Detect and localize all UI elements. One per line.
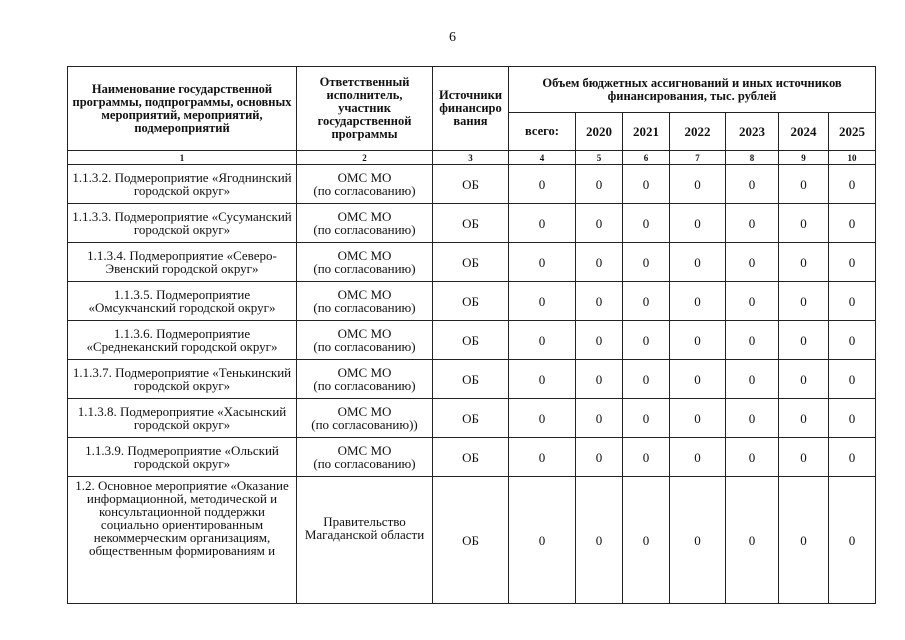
- value-cell: 0: [670, 399, 726, 438]
- row-source: ОБ: [433, 282, 509, 321]
- row-name: 1.1.3.6. Подмероприятие «Среднеканский городской округ»: [68, 321, 297, 360]
- table-row: [68, 438, 876, 477]
- value-cell: 0: [509, 165, 576, 204]
- row-responsible: ОМС МО (по согласованию): [297, 360, 433, 399]
- value-cell: 0: [779, 165, 829, 204]
- value-cell: 0: [623, 360, 670, 399]
- value-cell: 0: [829, 321, 876, 360]
- value-cell: 0: [509, 321, 576, 360]
- value-cell: 0: [726, 243, 779, 282]
- value-cell: 0: [509, 204, 576, 243]
- value-cell: 0: [829, 165, 876, 204]
- row-name: 1.1.3.5. Подмероприятие «Омсукчанский городской округ»: [68, 282, 297, 321]
- row-name: 1.1.3.3. Подмероприятие «Сусуманский городской округ»: [68, 204, 297, 243]
- value-cell: 0: [576, 438, 623, 477]
- column-number: 3: [433, 151, 509, 165]
- value-cell: 0: [509, 438, 576, 477]
- row-responsible: Правительство Магаданской области: [297, 477, 433, 604]
- row-name: 1.1.3.7. Подмероприятие «Тенькинский городской округ»: [68, 360, 297, 399]
- value-cell: 0: [829, 243, 876, 282]
- header-sources: Источники финансиро вания: [433, 67, 509, 151]
- row-responsible: ОМС МО (по согласованию): [297, 165, 433, 204]
- value-cell: 0: [623, 321, 670, 360]
- column-number: 7: [670, 151, 726, 165]
- value-cell: 0: [576, 204, 623, 243]
- value-cell: 0: [779, 360, 829, 399]
- value-cell: 0: [670, 243, 726, 282]
- value-cell: 0: [779, 399, 829, 438]
- table-row: [68, 204, 876, 243]
- value-cell: 0: [509, 282, 576, 321]
- value-cell: 0: [576, 399, 623, 438]
- column-number: 5: [576, 151, 623, 165]
- value-cell: 0: [670, 438, 726, 477]
- budget-table: [67, 66, 876, 604]
- value-cell: 0: [623, 243, 670, 282]
- value-cell: 0: [670, 477, 726, 604]
- value-cell: 0: [623, 204, 670, 243]
- value-cell: 0: [726, 438, 779, 477]
- header-year: 2021: [623, 113, 670, 151]
- table-row: [68, 165, 876, 204]
- value-cell: 0: [670, 204, 726, 243]
- table-row: [68, 360, 876, 399]
- row-responsible: ОМС МО (по согласованию): [297, 282, 433, 321]
- value-cell: 0: [509, 477, 576, 604]
- header-year: 2025: [829, 113, 876, 151]
- row-responsible: ОМС МО (по согласованию)): [297, 399, 433, 438]
- row-source: ОБ: [433, 360, 509, 399]
- value-cell: 0: [670, 165, 726, 204]
- row-name: 1.1.3.8. Подмероприятие «Хасынский городской округ»: [68, 399, 297, 438]
- value-cell: 0: [623, 165, 670, 204]
- table-row: [68, 477, 876, 604]
- value-cell: 0: [670, 282, 726, 321]
- row-name: 1.1.3.9. Подмероприятие «Ольский городской округ»: [68, 438, 297, 477]
- value-cell: 0: [726, 477, 779, 604]
- header-total: всего:: [509, 113, 576, 151]
- header-name: Наименование государственной программы, подпрограммы, основных мероприятий, мероприятий, подмероприятий: [68, 67, 297, 151]
- row-responsible: ОМС МО (по согласованию): [297, 243, 433, 282]
- row-name: 1.1.3.4. Подмероприятие «Северо-Эвенский городской округ»: [68, 243, 297, 282]
- value-cell: 0: [779, 321, 829, 360]
- value-cell: 0: [726, 282, 779, 321]
- page-number: 6: [449, 30, 456, 45]
- value-cell: 0: [779, 477, 829, 604]
- value-cell: 0: [576, 282, 623, 321]
- value-cell: 0: [509, 360, 576, 399]
- value-cell: 0: [576, 360, 623, 399]
- column-numbers-row: [68, 151, 876, 165]
- value-cell: 0: [623, 399, 670, 438]
- value-cell: 0: [779, 438, 829, 477]
- value-cell: 0: [623, 282, 670, 321]
- column-number: 9: [779, 151, 829, 165]
- row-source: ОБ: [433, 321, 509, 360]
- row-responsible: ОМС МО (по согласованию): [297, 321, 433, 360]
- column-number: 1: [68, 151, 297, 165]
- value-cell: 0: [726, 204, 779, 243]
- column-number: 4: [509, 151, 576, 165]
- column-number: 6: [623, 151, 670, 165]
- value-cell: 0: [726, 360, 779, 399]
- table-row: [68, 282, 876, 321]
- value-cell: 0: [726, 321, 779, 360]
- table-row: [68, 243, 876, 282]
- value-cell: 0: [829, 360, 876, 399]
- row-name: 1.2. Основное мероприятие «Оказание информационной, методической и консультационной поддержки социально ориентированным некоммерческим организациям, общественным формированиям и: [68, 477, 297, 604]
- column-number: 2: [297, 151, 433, 165]
- value-cell: 0: [576, 243, 623, 282]
- column-number: 8: [726, 151, 779, 165]
- value-cell: 0: [779, 282, 829, 321]
- table-row: [68, 321, 876, 360]
- value-cell: 0: [829, 282, 876, 321]
- row-responsible: ОМС МО (по согласованию): [297, 204, 433, 243]
- value-cell: 0: [509, 399, 576, 438]
- value-cell: 0: [576, 321, 623, 360]
- value-cell: 0: [576, 165, 623, 204]
- row-source: ОБ: [433, 477, 509, 604]
- value-cell: 0: [509, 243, 576, 282]
- value-cell: 0: [829, 438, 876, 477]
- row-source: ОБ: [433, 399, 509, 438]
- row-source: ОБ: [433, 204, 509, 243]
- value-cell: 0: [576, 477, 623, 604]
- row-name: 1.1.3.2. Подмероприятие «Ягоднинский городской округ»: [68, 165, 297, 204]
- value-cell: 0: [829, 477, 876, 604]
- table-row: [68, 399, 876, 438]
- row-source: ОБ: [433, 243, 509, 282]
- value-cell: 0: [779, 204, 829, 243]
- row-responsible: ОМС МО (по согласованию): [297, 438, 433, 477]
- value-cell: 0: [726, 399, 779, 438]
- header-year: 2020: [576, 113, 623, 151]
- value-cell: 0: [779, 243, 829, 282]
- header-year: 2022: [670, 113, 726, 151]
- value-cell: 0: [670, 360, 726, 399]
- header-responsible: Ответственный исполнитель, участник государственной программы: [297, 67, 433, 151]
- value-cell: 0: [726, 165, 779, 204]
- column-number: 10: [829, 151, 876, 165]
- value-cell: 0: [623, 438, 670, 477]
- header-volume: Объем бюджетных ассигнований и иных источников финансирования, тыс. рублей: [509, 67, 876, 113]
- value-cell: 0: [829, 399, 876, 438]
- row-source: ОБ: [433, 165, 509, 204]
- value-cell: 0: [623, 477, 670, 604]
- header-year: 2023: [726, 113, 779, 151]
- header-year: 2024: [779, 113, 829, 151]
- value-cell: 0: [670, 321, 726, 360]
- row-source: ОБ: [433, 438, 509, 477]
- value-cell: 0: [829, 204, 876, 243]
